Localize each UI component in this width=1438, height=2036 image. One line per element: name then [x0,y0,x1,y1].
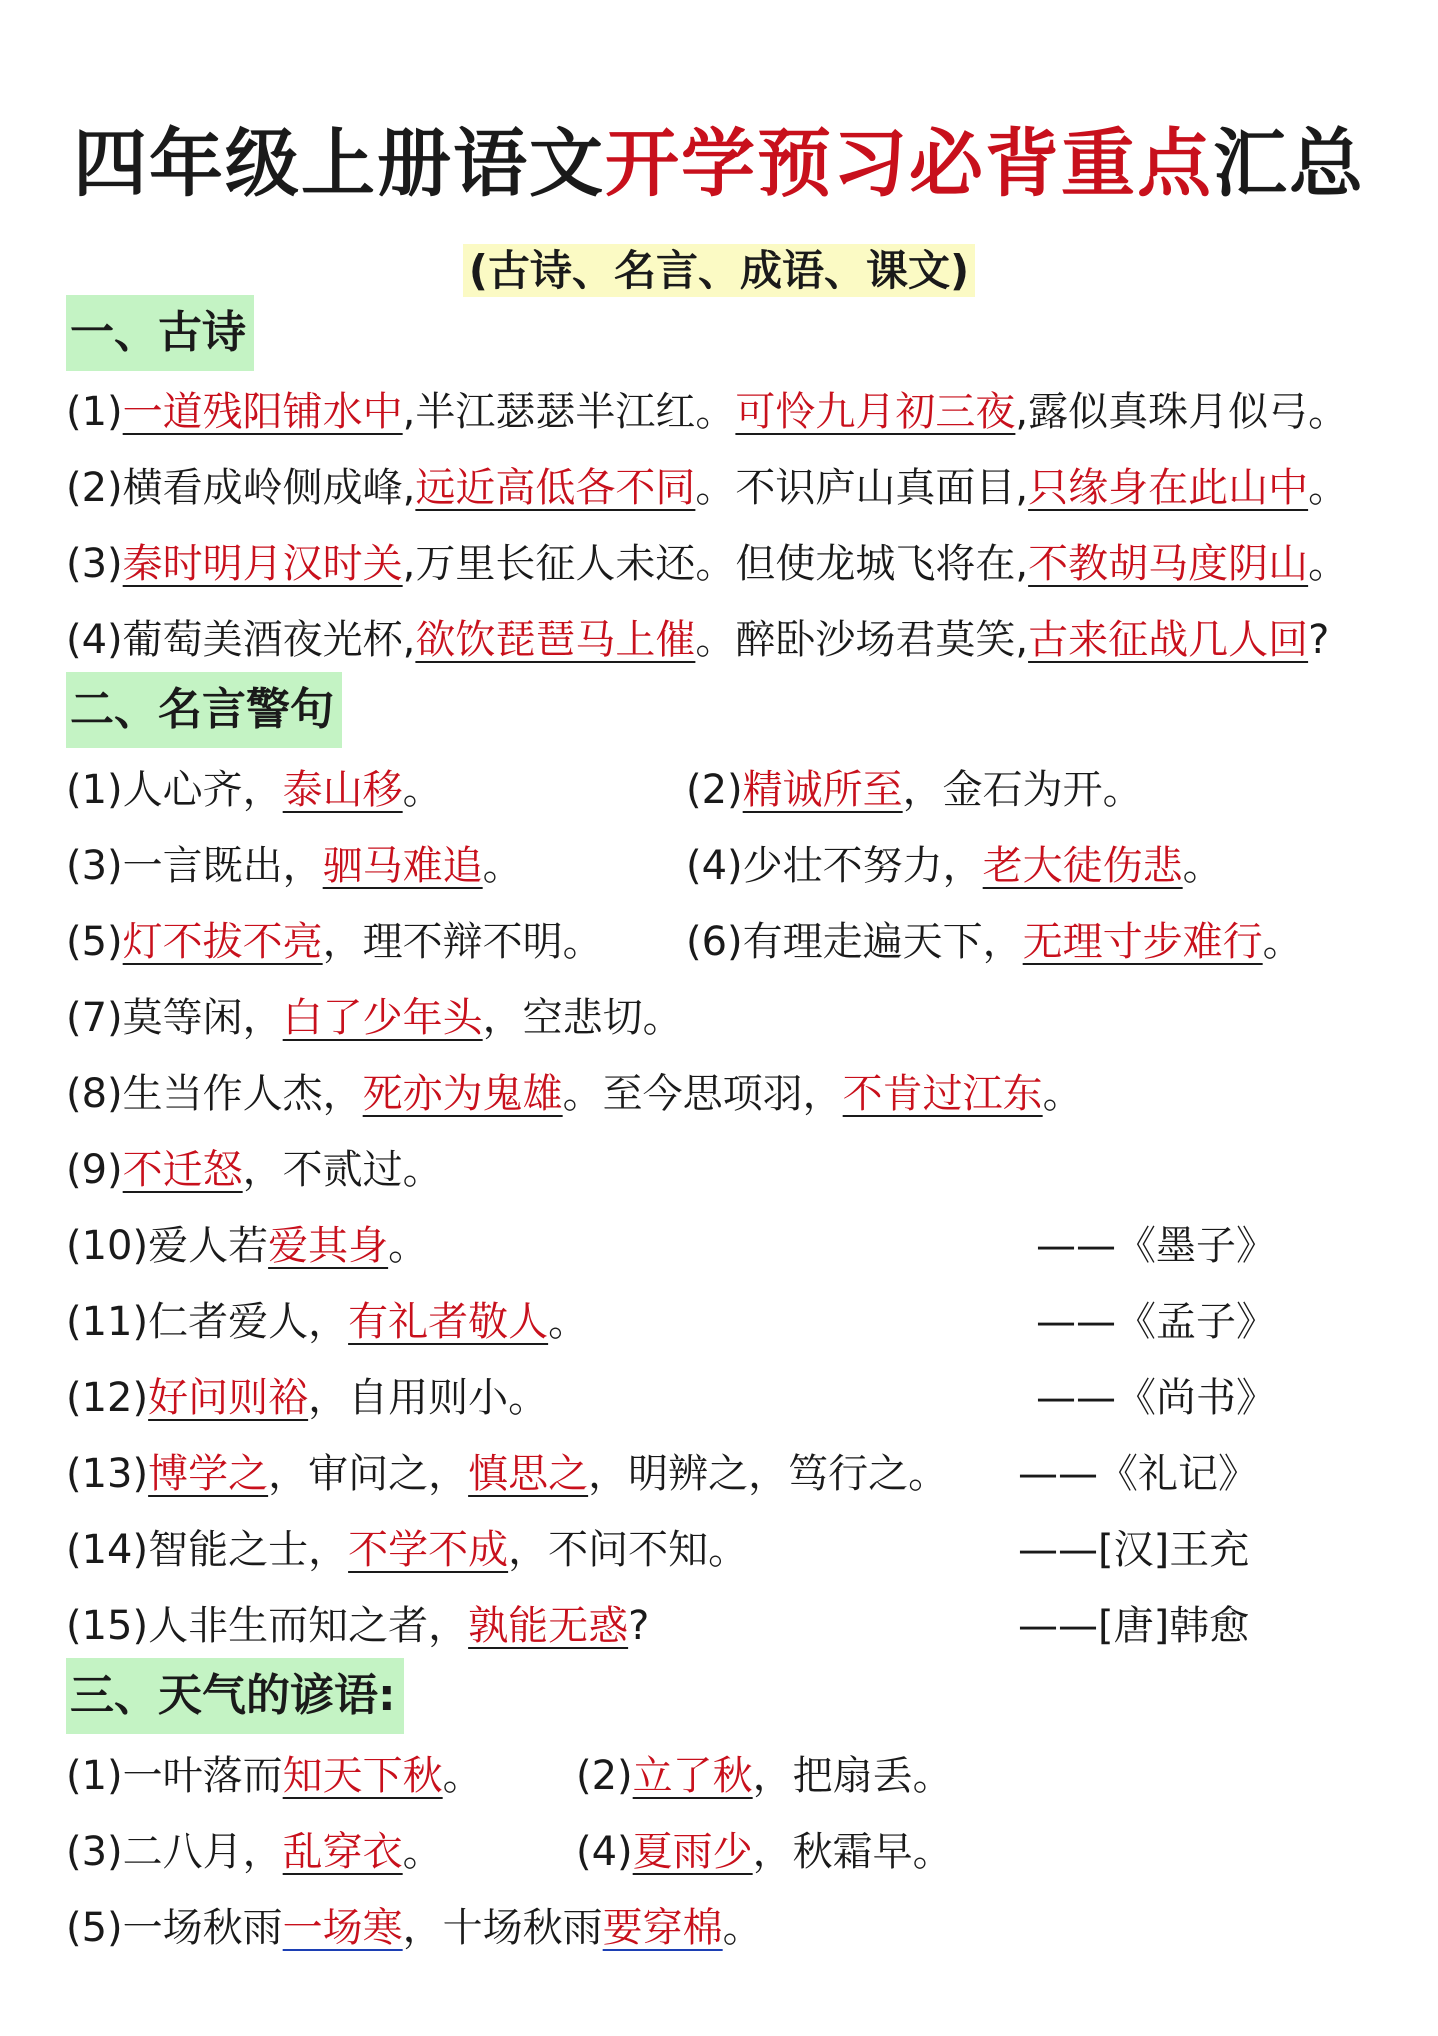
key-phrase: 灯不拔不亮 [122,919,323,965]
plain-text: ，审问之， [268,1451,469,1497]
quote-source: ——《尚书》 [1036,1375,1276,1421]
plain-text: (1)人心齐， [66,767,283,813]
key-phrase: 不肯过江东 [842,1071,1043,1117]
key-phrase: 一场寒 [282,1905,403,1951]
quote-line [66,1216,428,1276]
plain-text: (4) [576,1829,633,1875]
plain-text: (5)一场秋雨 [66,1905,283,1951]
quote-line [66,1064,1083,1124]
quote-line [686,760,1143,820]
poem-line [66,534,1348,594]
plain-text: (3)二八月， [66,1829,283,1875]
plain-text: 。 [1308,465,1349,511]
key-phrase: 无理寸步难行 [1022,919,1263,965]
plain-text: 。 [442,1753,483,1799]
plain-text: (15)人非生而知之者， [66,1603,469,1649]
proverb-line [576,1746,953,1806]
quote-line [66,988,683,1048]
quote-line [686,836,1223,896]
proverb-line [66,1746,483,1806]
plain-text: 。 [402,1829,443,1875]
poem-line [66,610,1329,670]
plain-text: 。 [482,843,523,889]
key-phrase: 博学之 [148,1451,269,1497]
plain-text: (3) [66,541,123,587]
plain-text: (10)爱人若 [66,1223,269,1269]
plain-text: (7)莫等闲， [66,995,283,1041]
plain-text: (4)葡萄美酒夜光杯, [66,617,416,663]
plain-text: ,露似真珠月似弓。 [1015,389,1349,435]
plain-text: (4)少壮不努力， [686,843,983,889]
plain-text: ，把扇丢。 [752,1753,953,1799]
plain-text: (14)智能之士， [66,1527,349,1573]
key-phrase: 不学不成 [348,1527,509,1573]
key-phrase: 老大徒伤悲 [982,843,1183,889]
plain-text: ，自用则小。 [308,1375,549,1421]
quote-line [686,912,1303,972]
plain-text: (3)一言既出， [66,843,323,889]
quote-line [66,1292,588,1352]
plain-text: (2) [686,767,743,813]
plain-text: (12) [66,1375,149,1421]
proverb-line [66,1898,763,1958]
plain-text: 。不识庐山真面目, [695,465,1029,511]
plain-text: (9) [66,1147,123,1193]
key-phrase: 慎思之 [468,1451,589,1497]
quote-source: ——[唐]韩愈 [1018,1603,1250,1649]
section-heading-poems: 一、古诗 [66,295,254,371]
plain-text: (1)一叶落而 [66,1753,283,1799]
key-phrase: 只缘身在此山中 [1028,465,1309,511]
plain-text: (8)生当作人杰， [66,1071,363,1117]
quote-line [66,1596,649,1656]
plain-text: 。至今思项羽， [562,1071,843,1117]
quote-source: ——《墨子》 [1036,1223,1276,1269]
plain-text: (13) [66,1451,149,1497]
plain-text: 。 [1182,843,1223,889]
section-heading-proverbs: 三、天气的谚语: [66,1658,404,1734]
plain-text: ，秋霜早。 [752,1829,953,1875]
plain-text: (2) [576,1753,633,1799]
plain-text: (6)有理走遍天下， [686,919,1023,965]
page-title [0,105,1438,211]
key-phrase: 不教胡马度阴山 [1028,541,1309,587]
plain-text: (5) [66,919,123,965]
plain-text: ? [1308,617,1330,663]
key-phrase: 驷马难追 [322,843,483,889]
key-phrase: 知天下秋 [282,1753,443,1799]
plain-text: ，金石为开。 [902,767,1143,813]
plain-text: ，明辨之，笃行之。 [588,1451,949,1497]
key-phrase: 好问则裕 [148,1375,309,1421]
plain-text: ,半江瑟瑟半江红。 [402,389,736,435]
plain-text: 。 [1308,541,1349,587]
key-phrase: 古来征战几人回 [1028,617,1309,663]
subtitle-text: (古诗、名言、成语、课文) [463,244,975,297]
title-part-2: 开学预习必背重点 [605,121,1213,207]
plain-text: ，空悲切。 [482,995,683,1041]
quote-source: ——《礼记》 [1018,1451,1258,1497]
quote-line [66,912,603,972]
plain-text: (11)仁者爱人， [66,1299,349,1345]
quote-line [66,1444,948,1504]
plain-text: 。 [388,1223,429,1269]
key-phrase: 一道残阳铺水中 [122,389,403,435]
quote-line [66,836,523,896]
plain-text: ,万里长征人未还。但使龙城飞将在, [402,541,1029,587]
key-phrase: 有礼者敬人 [348,1299,549,1345]
plain-text: 。 [1042,1071,1083,1117]
section-heading-quotes: 二、名言警句 [66,672,342,748]
quote-source: ——《孟子》 [1036,1299,1276,1345]
quote-line [66,1368,548,1428]
plain-text: ，不贰过。 [242,1147,443,1193]
plain-text: (2)横看成岭侧成峰, [66,465,416,511]
key-phrase: 夏雨少 [632,1829,753,1875]
plain-text: 。 [722,1905,763,1951]
key-phrase: 乱穿衣 [282,1829,403,1875]
key-phrase: 孰能无惑 [468,1603,629,1649]
plain-text: 。 [402,767,443,813]
poem-line [66,382,1348,442]
key-phrase: 可怜九月初三夜 [735,389,1016,435]
proverb-line [576,1822,953,1882]
plain-text: 。 [1262,919,1303,965]
quote-line [66,760,443,820]
plain-text: (1) [66,389,123,435]
plain-text: ，理不辩不明。 [322,919,603,965]
plain-text: ，不问不知。 [508,1527,749,1573]
quote-line [66,1520,748,1580]
subtitle [0,238,1438,298]
plain-text: 。醉卧沙场君莫笑, [695,617,1029,663]
plain-text: ? [628,1603,650,1649]
key-phrase: 泰山移 [282,767,403,813]
key-phrase: 爱其身 [268,1223,389,1269]
key-phrase: 立了秋 [632,1753,753,1799]
title-part-3: 汇总 [1213,121,1365,207]
plain-text: 。 [548,1299,589,1345]
key-phrase: 秦时明月汉时关 [122,541,403,587]
poem-line [66,458,1348,518]
key-phrase: 欲饮琵琶马上催 [415,617,696,663]
key-phrase: 远近高低各不同 [415,465,696,511]
title-part-1: 四年级上册语文 [73,121,605,207]
plain-text: ，十场秋雨 [402,1905,603,1951]
key-phrase: 死亦为鬼雄 [362,1071,563,1117]
key-phrase: 精诚所至 [742,767,903,813]
key-phrase: 不迁怒 [122,1147,243,1193]
key-phrase: 要穿棉 [602,1905,723,1951]
quote-source: ——[汉]王充 [1018,1527,1250,1573]
proverb-line [66,1822,443,1882]
quote-line [66,1140,443,1200]
key-phrase: 白了少年头 [282,995,483,1041]
